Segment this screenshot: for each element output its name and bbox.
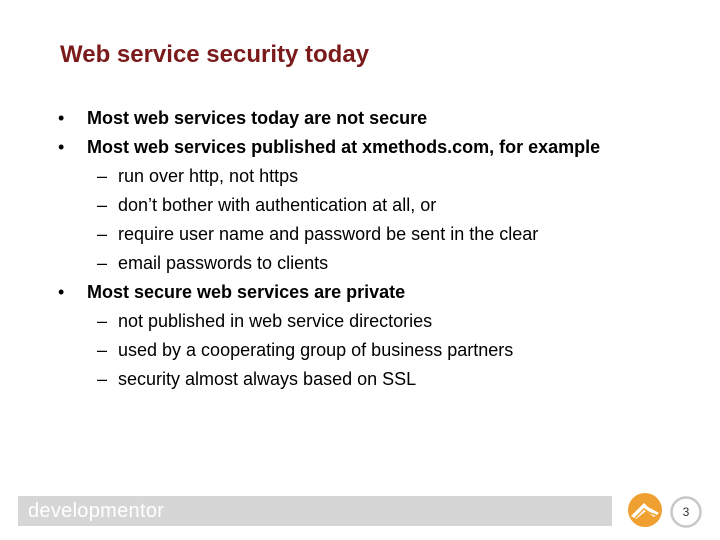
sub-bullet-text: email passwords to clients (118, 253, 329, 273)
sub-bullet-text: don’t bother with authentication at all, or (118, 195, 437, 215)
bullet-marker: • (58, 137, 65, 157)
sub-bullet-item (58, 365, 698, 394)
slide-title: Web service security today (60, 41, 370, 68)
bullet-text: Most secure web services are private (87, 282, 406, 302)
dash-marker: – (97, 340, 108, 360)
footer-brand: developmentor (28, 500, 165, 522)
bullet-item (58, 133, 698, 162)
sub-bullet-text: not published in web service directories (118, 311, 433, 331)
sub-bullet-item (58, 191, 698, 220)
sub-bullet-text: used by a cooperating group of business partners (118, 340, 514, 360)
developmentor-logo-icon (626, 492, 664, 528)
dash-marker: – (97, 224, 108, 244)
bullet-text: Most web services published at xmethods.com, for example (87, 137, 601, 157)
bullet-marker: • (58, 282, 65, 302)
sub-bullet-text: security almost always based on SSL (118, 369, 417, 389)
page-number: 3 (682, 505, 690, 519)
sub-bullet-text: run over http, not https (118, 166, 299, 186)
bullet-marker: • (58, 108, 65, 128)
page-number-badge (670, 496, 702, 528)
sub-bullet-item (58, 220, 698, 249)
dash-marker: – (97, 311, 108, 331)
sub-bullet-item (58, 307, 698, 336)
bullet-list (58, 104, 698, 394)
sub-bullet-item (58, 336, 698, 365)
sub-bullet-item (58, 162, 698, 191)
bullet-item (58, 104, 698, 133)
dash-marker: – (97, 195, 108, 215)
dash-marker: – (97, 166, 108, 186)
bullet-item (58, 278, 698, 307)
footer-bar (18, 496, 612, 526)
dash-marker: – (97, 369, 108, 389)
bullet-text: Most web services today are not secure (87, 108, 428, 128)
sub-bullet-item (58, 249, 698, 278)
dash-marker: – (97, 253, 108, 273)
sub-bullet-text: require user name and password be sent in the clear (118, 224, 539, 244)
